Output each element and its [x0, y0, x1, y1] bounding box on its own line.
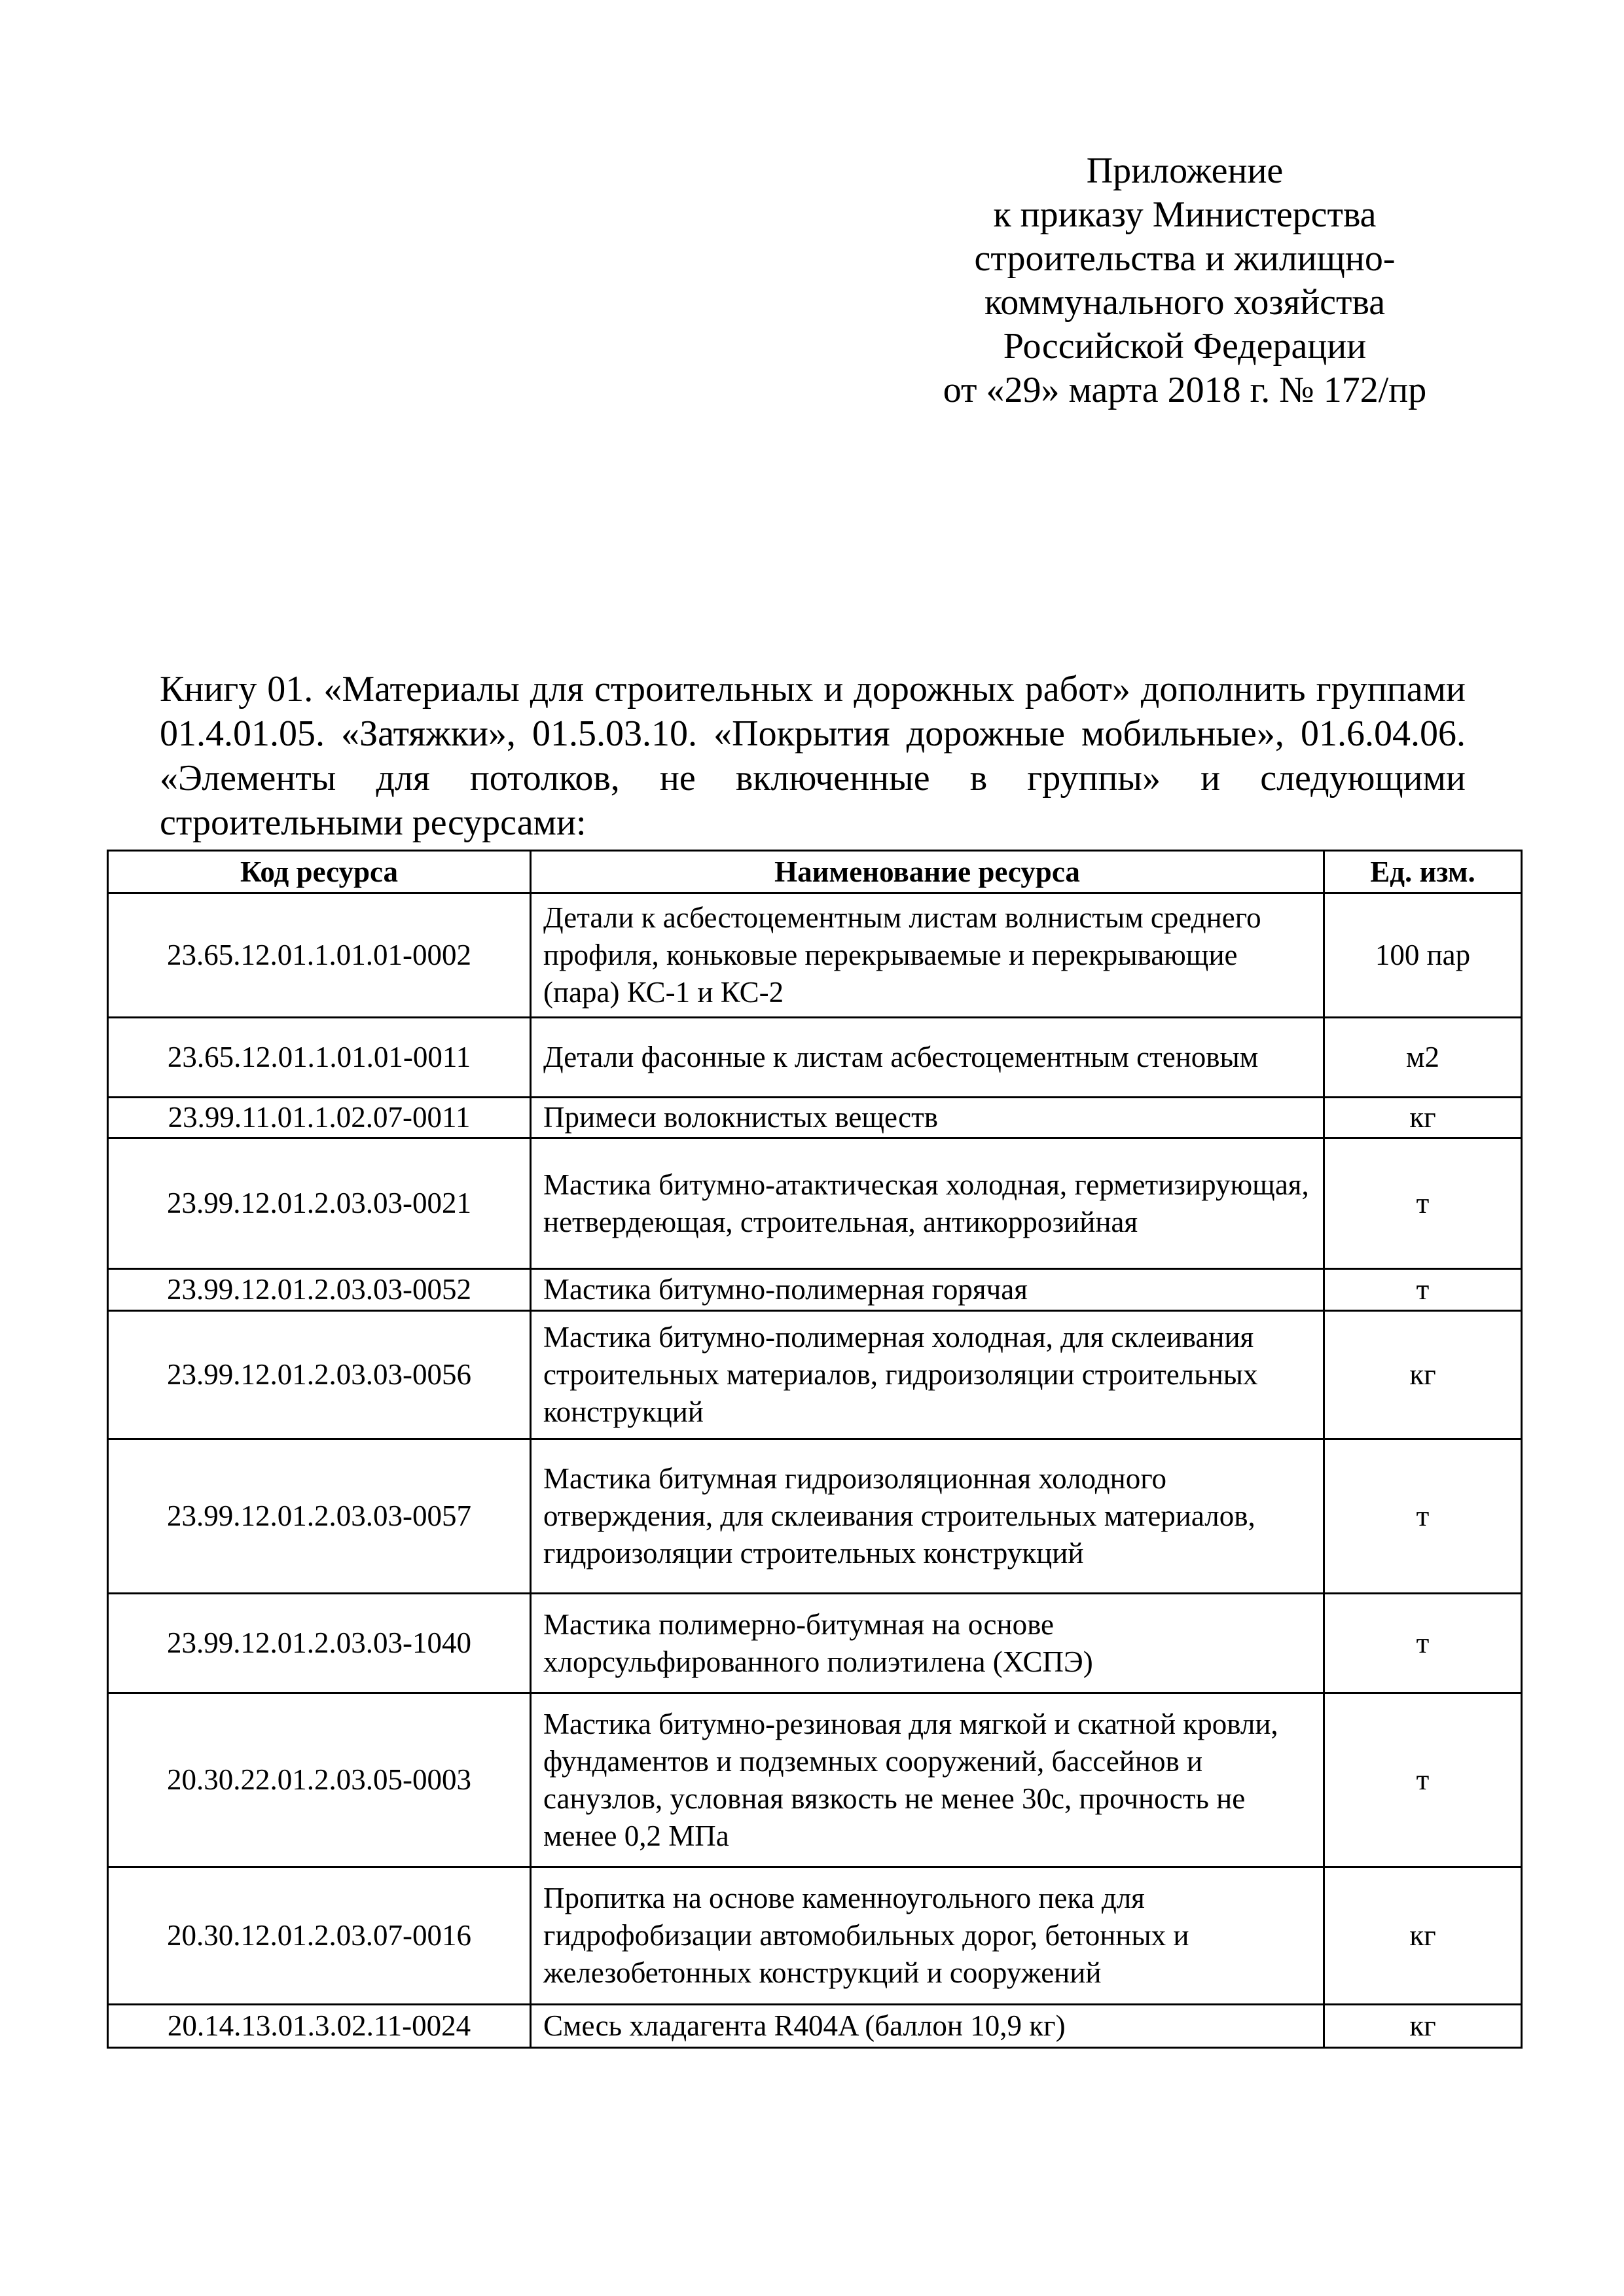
resource-name: Мастика полимерно-битумная на основе хлорсульфированного полиэтилена (ХСПЭ) [531, 1594, 1324, 1693]
resource-code: 23.99.11.01.1.02.07-0011 [108, 1098, 531, 1138]
resource-code: 23.99.12.01.2.03.03-1040 [108, 1594, 531, 1693]
resource-code: 23.99.12.01.2.03.03-0057 [108, 1439, 531, 1594]
resource-unit: т [1324, 1138, 1522, 1269]
resource-code: 20.30.22.01.2.03.05-0003 [108, 1693, 531, 1867]
resource-code: 20.14.13.01.3.02.11-0024 [108, 2005, 531, 2048]
resource-unit: кг [1324, 2005, 1522, 2048]
resource-code: 23.65.12.01.1.01.01-0002 [108, 893, 531, 1018]
resources-table [107, 850, 1523, 2049]
resource-unit: кг [1324, 1311, 1522, 1439]
resource-name: Детали фасонные к листам асбестоцементным стеновым [531, 1018, 1324, 1098]
table-row [108, 1594, 1522, 1693]
resource-name: Мастика битумная гидроизоляционная холодного отверждения, для склеивания строительных материалов, гидроизоляции строительных конструкций [531, 1439, 1324, 1594]
table-row [108, 1018, 1522, 1098]
resource-code: 20.30.12.01.2.03.07-0016 [108, 1867, 531, 2005]
table-row [108, 1311, 1522, 1439]
resource-unit: т [1324, 1693, 1522, 1867]
resource-name: Детали к асбестоцементным листам волнистым среднего профиля, коньковые перекрываемые и перекрывающие (пара) КС-1 и КС-2 [531, 893, 1324, 1018]
resource-unit: м2 [1324, 1018, 1522, 1098]
intro-paragraph: Книгу 01. «Материалы для строительных и дорожных работ» дополнить группами 01.4.01.05. «Затяжки», 01.5.03.10. «Покрытия дорожные мобильные», 01.6.04.06. «Элементы для потолков, не включенные в группы» и следующими строительными ресурсами: [160, 669, 1466, 843]
resource-name: Смесь хладагента R404A (баллон 10,9 кг) [531, 2005, 1324, 2048]
table-row [108, 1867, 1522, 2005]
table-header-row [108, 851, 1522, 893]
resource-unit: т [1324, 1439, 1522, 1594]
resource-name: Мастика битумно-атактическая холодная, герметизирующая, нетвердеющая, строительная, антикоррозийная [531, 1138, 1324, 1269]
resource-name: Мастика битумно-полимерная холодная, для склеивания строительных материалов, гидроизоляции строительных конструкций [531, 1311, 1324, 1439]
resource-unit: 100 пар [1324, 893, 1522, 1018]
appendix-line: Приложение [1086, 151, 1284, 191]
table-row [108, 1138, 1522, 1269]
appendix-header [936, 149, 1434, 412]
resource-unit: т [1324, 1594, 1522, 1693]
appendix-line: к приказу Министерства [993, 194, 1377, 235]
header-code: Код ресурса [108, 851, 531, 893]
table-row [108, 1269, 1522, 1311]
table-row [108, 893, 1522, 1018]
resource-name: Пропитка на основе каменноугольного пека для гидрофобизации автомобильных дорог, бетонных и железобетонных конструкций и сооружений [531, 1867, 1324, 2005]
resource-unit: кг [1324, 1098, 1522, 1138]
resource-code: 23.99.12.01.2.03.03-0021 [108, 1138, 531, 1269]
table-row [108, 1098, 1522, 1138]
resource-name: Мастика битумно-полимерная горячая [531, 1269, 1324, 1311]
table-row [108, 2005, 1522, 2048]
appendix-line: коммунального хозяйства [984, 282, 1386, 323]
resource-unit: т [1324, 1269, 1522, 1311]
resource-name: Примеси волокнистых веществ [531, 1098, 1324, 1138]
resource-name: Мастика битумно-резиновая для мягкой и скатной кровли, фундаментов и подземных сооружений, бассейнов и санузлов, условная вязкость не менее 30с, прочность не менее 0,2 МПа [531, 1693, 1324, 1867]
resource-code: 23.65.12.01.1.01.01-0011 [108, 1018, 531, 1098]
resource-code: 23.99.12.01.2.03.03-0052 [108, 1269, 531, 1311]
header-name: Наименование ресурса [531, 851, 1324, 893]
header-unit: Ед. изм. [1324, 851, 1522, 893]
table-row [108, 1439, 1522, 1594]
resource-code: 23.99.12.01.2.03.03-0056 [108, 1311, 531, 1439]
appendix-line: Российской Федерации [1003, 326, 1367, 367]
appendix-line: от «29» марта 2018 г. № 172/пр [943, 370, 1427, 410]
table-row [108, 1693, 1522, 1867]
resource-unit: кг [1324, 1867, 1522, 2005]
appendix-line: строительства и жилищно- [974, 238, 1396, 279]
